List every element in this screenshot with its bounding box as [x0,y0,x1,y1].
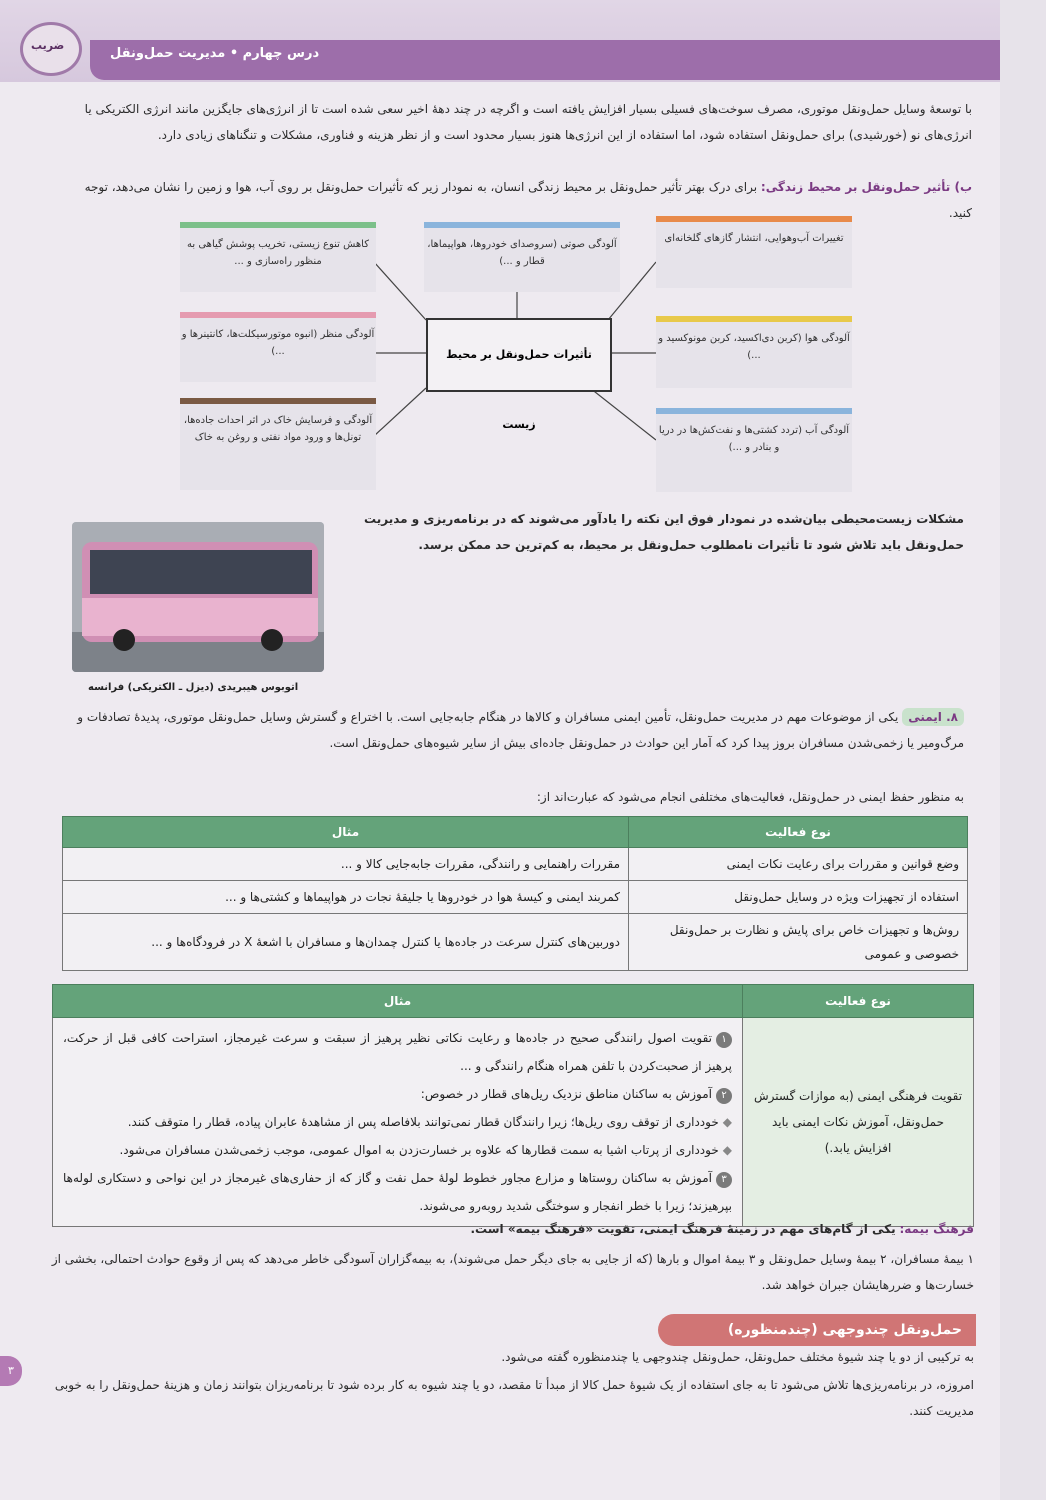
safety-intro-text: به منظور حفظ ایمنی در حمل‌ونقل، فعالیت‌های مختلفی انجام می‌شود که عبارت‌اند از: [536,790,964,804]
table-header-row [53,985,974,1018]
safety-intro-line [70,784,964,810]
lesson-title: درس چهارم • مدیریت حمل‌ونقل [110,46,320,61]
bus-illustration [72,522,324,672]
page-number: ۳ [0,1356,22,1386]
table-cell-example: دوربین‌های کنترل سرعت در جاده‌ها یا کنترل چمدان‌ها و مسافران با اشعهٔ X در فرودگاه‌ها و ... [63,914,629,971]
safety-paragraph [70,704,964,756]
column-header-example: مثال [63,817,629,848]
table-cell-examples [53,1018,743,1227]
column-header-example: مثال [53,985,743,1018]
item-number: ۱ [716,1032,732,1048]
example-text: آموزش به ساکنان روستاها و مزارع مجاور خطوط لولهٔ حمل نفت و گاز که از حفاری‌های غیرمجاز در این نواحی و دستکاری لوله‌ها بپرهیزند؛ زیرا با خطر انفجار و سوختگی شدید روبه‌رو می‌شوند. [63,1171,732,1213]
after-diagram-paragraph [340,506,964,558]
diagram-center-box: تأثیرات حمل‌ونقل بر محیط زیست [426,318,612,392]
table-cell-activity: تقویت فرهنگی ایمنی (به موازات گسترش حمل‌ونقل، آموزش نکات ایمنی باید افزایش یابد.) [743,1018,974,1227]
table-header-row [63,817,968,848]
table-cell-example: مقررات راهنمایی و رانندگی، مقررات جابه‌جایی کالا و ... [63,848,629,881]
multimodal-definition [40,1344,974,1370]
multimodal-text: امروزه، در برنامه‌ریزی‌ها تلاش می‌شود تا به جای استفاده از یک شیوهٔ حمل کالا از مبدأ تا مقصد، دو یا چند شیوه به کار برده شود تا برنامه‌ریزان بتوانند زمان و هزینهٔ حمل‌ونقل را به خوبی مدیریت کنند. [54,1378,974,1418]
insurance-heading: فرهنگ بیمه: [899,1222,974,1236]
impact-text: برای درک بهتر تأثیر حمل‌ونقل بر محیط زندگی انسان، به نمودار زیر که تأثیرات حمل‌ونقل بر روی آب، هوا و زمین را نشان می‌دهد، توجه کنید. [84,180,972,220]
diagram-box-water: آلودگی آب (تردد کشتی‌ها و نفت‌کش‌ها در دریا و بنادر و ...) [656,408,852,492]
diagram-box-biodiversity: کاهش تنوع زیستی، تخریب پوشش گیاهی به منظور راه‌سازی و ... [180,222,376,292]
diamond-bullet-icon: ◆ [722,1115,732,1129]
impact-heading: ب) تأثیر حمل‌ونقل بر محیط زندگی: [760,180,972,194]
insurance-intro: یکی از گام‌های مهم در زمینهٔ فرهنگ ایمنی، تقویت «فرهنگ بیمه» است. [470,1222,896,1236]
diagram-box-air: آلودگی هوا (کربن دی‌اکسید، کربن مونوکسید و ...) [656,316,852,388]
arrow-bottom-right [590,388,656,440]
insurance-paragraph [40,1216,974,1242]
column-header-activity: نوع فعالیت [743,985,974,1018]
safety-culture-table [52,984,974,1227]
example-item [63,1024,732,1080]
diagram-box-noise: آلودگی صوتی (سروصدای خودروها، هواپیماها، قطار و ...) [424,222,620,292]
table-cell-activity: روش‌ها و تجهیزات خاص برای پایش و نظارت بر حمل‌ونقل خصوصی و عمومی [629,914,968,971]
item-number: ۳ [716,1172,732,1188]
table-row [63,848,968,881]
example-text: تقویت اصول رانندگی صحیح در جاده‌ها و رعایت نکاتی نظیر پرهیز از سبقت و سرعت غیرمجاز، استراحت کافی قبل از حرکت، پرهیز از صحبت‌کردن با تلفن همراه هنگام رانندگی و ... [63,1031,732,1073]
badge-logo-text: ضریب [31,39,65,52]
bus-caption: اتوبوس هیبریدی (دیزل ـ الکتریکی) فرانسه [88,682,299,693]
table-cell-activity: وضع قوانین و مقررات برای رعایت نکات ایمنی [629,848,968,881]
example-item [63,1164,732,1220]
arrow-top-left [374,262,426,320]
table-cell-example: کمربند ایمنی و کیسهٔ هوا در خودروها یا جلیقهٔ نجات در هواپیماها و کشتی‌ها و ... [63,881,629,914]
multimodal-definition-text: به ترکیبی از دو یا چند شیوهٔ مختلف حمل‌ونقل، حمل‌ونقل چندوجهی یا چندمنظوره گفته می‌شود. [501,1350,974,1364]
diagram-box-climate: تغییرات آب‌وهوایی، انتشار گازهای گلخانه‌ای [656,216,852,288]
intro-text: با توسعهٔ وسایل حمل‌ونقل موتوری، مصرف سوخت‌های فسیلی بسیار افزایش یافته است و اگرچه در چند دههٔ اخیر سعی شده است تا از انرژی‌های جایگزین مانند انرژی الکتریکی یا انرژی‌های نو (خورشیدی) برای حمل‌ونقل استفاده شود، اما استفاده از این انرژی‌ها هنوز بسیار محدود است و از نظر هزینه و فناوری، مشکلات و تنگناهای زیادی دارد. [84,102,972,142]
diagram-box-soil: آلودگی و فرسایش خاک در اثر احداث جاده‌ها، تونل‌ها و ورود مواد نفتی و روغن به خاک [180,398,376,490]
table-row [63,914,968,971]
safety-text: یکی از موضوعات مهم در مدیریت حمل‌ونقل، تأمین ایمنی مسافران و کالاها در هنگام جابه‌جایی است. با اختراع و گسترش وسایل حمل‌ونقل موتوری، پدیدهٔ تصادفات و مرگ‌ومیر یا زخمی‌شدن مسافران بروز پیدا کرد که آمار این حوادث در حمل‌ونقل جاده‌ای بیش از سایر شیوه‌های حمل‌ونقل است. [77,710,964,750]
diamond-bullet-icon: ◆ [722,1143,732,1157]
table-row [63,881,968,914]
arrow-bottom-left [374,388,426,436]
diagram-box-landscape: آلودگی منظر (انبوه موتورسیکلت‌ها، کانتینرها و ...) [180,312,376,382]
column-header-activity: نوع فعالیت [629,817,968,848]
item-number: ۲ [716,1088,732,1104]
example-text: خودداری از پرتاب اشیا به سمت قطارها که علاوه بر خسارت‌زدن به اموال عمومی، موجب زخمی‌شدن مسافران می‌شود. [119,1143,719,1157]
example-subitem [63,1108,732,1136]
insurance-types-paragraph [40,1246,974,1298]
adjacent-page-edge [1000,0,1046,1500]
multimodal-paragraph [40,1372,974,1424]
safety-heading: ۸. ایمنی [902,708,964,726]
example-subitem [63,1136,732,1164]
multimodal-heading: حمل‌ونقل چندوجهی (چندمنظوره) [658,1314,976,1346]
insurance-types-text: ۱ بیمهٔ مسافران، ۲ بیمهٔ وسایل حمل‌ونقل و ۳ بیمهٔ اموال و بارها (که از جایی به جای دیگر حمل می‌شوند)، به بیمه‌گزاران آسودگی خاطر می‌دهد که پس از وقوع حوادث احتمالی، بخشی از خسارت‌ها و ضررهایشان جبران خواهد شد. [51,1252,974,1292]
hybrid-bus-photo [72,522,324,672]
table-cell-activity: استفاده از تجهیزات ویژه در وسایل حمل‌ونقل [629,881,968,914]
example-text: آموزش به ساکنان مناطق نزدیک ریل‌های قطار در خصوص: [420,1087,712,1101]
table-row [53,1018,974,1227]
after-diagram-text: مشکلات زیست‌محیطی بیان‌شده در نمودار فوق این نکته را یادآور می‌شوند که در برنامه‌ریزی و مدیریت حمل‌ونقل باید تلاش شود تا تأثیرات نامطلوب حمل‌ونقل بر محیط، به کم‌ترین حد ممکن برسد. [364,512,964,552]
example-item [63,1080,732,1108]
safety-activities-table [62,816,968,971]
example-text: خودداری از توقف روی ریل‌ها؛ زیرا رانندگان قطار نمی‌توانند بلافاصله پس از مشاهدهٔ عابران پیاده، قطار را متوقف کنند. [127,1115,719,1129]
